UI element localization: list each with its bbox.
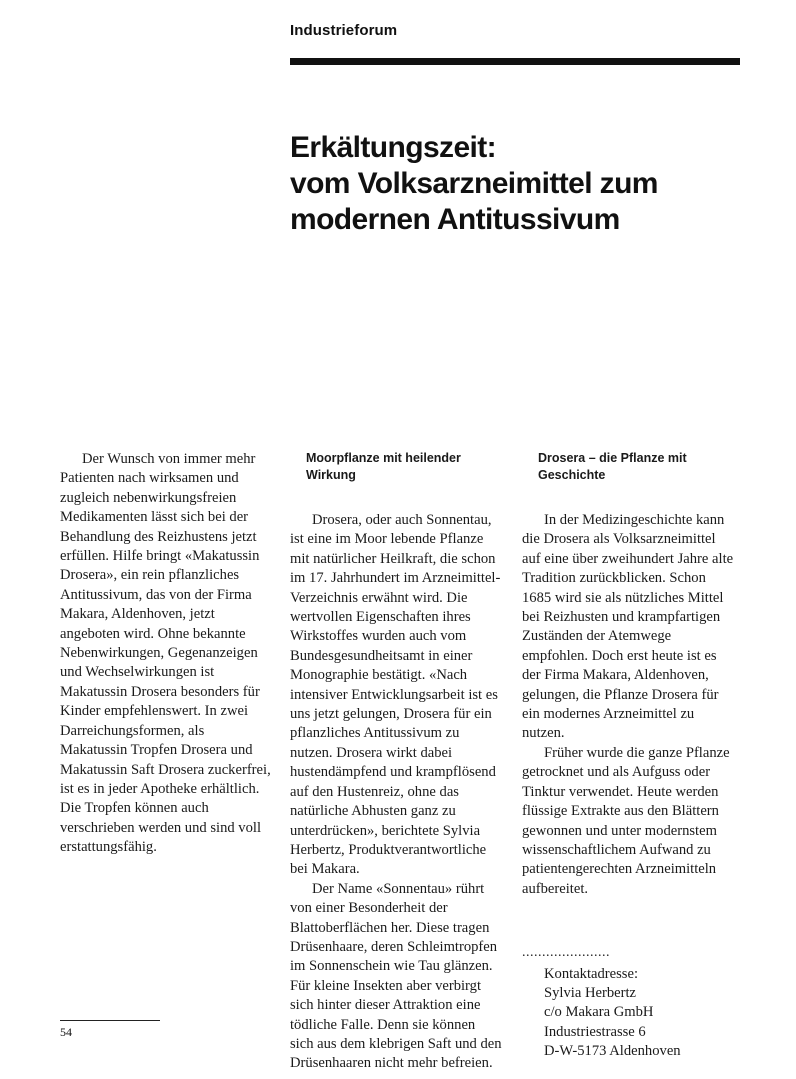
section-label: Industrieforum bbox=[290, 22, 398, 39]
header-rule bbox=[290, 58, 740, 65]
footer-rule bbox=[60, 1020, 160, 1021]
headline-line-3: modernen Antitussivum bbox=[290, 203, 620, 236]
dotted-divider: ...................... bbox=[522, 945, 610, 961]
article-headline bbox=[290, 130, 658, 238]
body-paragraph: In der Medizingeschichte kann die Drosera als Volksarzneimittel auf eine über zweihundert Jahre alte Tradition zurückblicken. Schon 1685 wird sie als nützliches Mittel bei Reizhusten und krampfartigen Zuständen der Atemwege empfohlen. Doch erst heute ist es der Firma Makara, Aldenhoven, gelungen, die Pflanze Drosera für ein modernes Arzneimittel zu nutzen. bbox=[522, 512, 734, 742]
lead-paragraph: Der Wunsch von immer mehr Patienten nach wirksamen und zugleich nebenwirkungsfreien Medikamenten lässt sich bei der Behandlung des Reizhustens jetzt erfüllen. Hilfe bringt «Makatussin Drosera», ein rein pflanzliches Antitussivum, das von der Firma Makara, Aldenhoven, jetzt angeboten wird. Ohne bekannte Nebenwirkungen, Gegenanzeigen und Wechselwirkungen ist Makatussin Drosera besonders für Kinder empfehlenswert. In zwei Darreichungsformen, als Makatussin Tropfen Drosera und Makatussin Saft Drosera zuckerfrei, ist es in jeder Apotheke erhältlich. Die Tropfen können auch verschrieben werden und sind voll erstattungsfähig. bbox=[60, 451, 271, 856]
body-paragraph: Der Name «Sonnentau» rührt von einer Besonderheit der Blattoberflächen her. Diese tragen Drüsenhaare, deren Schleimtropfen im Sonnenschein wie Tau glänzen. Für kleine Insekten aber verbirgt sich hinter dieser Attraktion eine tödliche Falle. Denn sie können sich aus dem klebrigen Saft und den Drüsenhaaren nicht mehr befreien. bbox=[290, 880, 502, 1072]
column-3 bbox=[522, 450, 734, 1062]
contact-address bbox=[522, 965, 734, 1062]
contact-city: D-W-5173 Aldenhoven bbox=[544, 1043, 681, 1060]
headline-line-2: vom Volksarzneimittel zum bbox=[290, 167, 658, 200]
subhead-drosera: Drosera – die Pflanze mit Geschichte bbox=[538, 451, 687, 482]
subhead-moorpflanze: Moorpflanze mit heilender Wirkung bbox=[306, 451, 461, 482]
column-1 bbox=[60, 450, 272, 858]
contact-street: Industriestrasse 6 bbox=[544, 1023, 646, 1040]
column-2 bbox=[290, 450, 502, 1074]
contact-label: Kontaktadresse: bbox=[544, 965, 639, 982]
headline-line-1: Erkältungszeit: bbox=[290, 131, 497, 164]
page-number: 54 bbox=[60, 1025, 72, 1039]
contact-company: c/o Makara GmbH bbox=[544, 1004, 654, 1021]
contact-name: Sylvia Herbertz bbox=[544, 984, 636, 1001]
body-paragraph: Früher wurde die ganze Pflanze getrocknet und als Aufguss oder Tinktur verwendet. Heute werden flüssige Extrakte aus den Blättern gewonnen und unter modernstem wissenschaftlichem Aufwand zu patientengerechten Arzneimitteln aufbereitet. bbox=[522, 744, 730, 897]
body-paragraph: Drosera, oder auch Sonnentau, ist eine im Moor lebende Pflanze mit natürlicher Heilkraft, die schon im 17. Jahrhundert im Arzneimittel-Verzeichnis erwähnt wird. Die wertvollen Eigenschaften ihres Wirkstoffes wurden auch vom Bundesgesundheitsamt in einer Monographie bestätigt. «Nach intensiver Entwicklungsarbeit ist es uns jetzt gelungen, Drosera für ein pflanzliches Antitussivum zu nutzen. Drosera wirkt dabei hustendämpfend und krampflösend auf den Hustenreiz, ohne das natürliche Abhusten ganz zu unterdrücken», berichtete Sylvia Herbertz, Produktverantwortliche bei Makara. bbox=[290, 512, 501, 878]
